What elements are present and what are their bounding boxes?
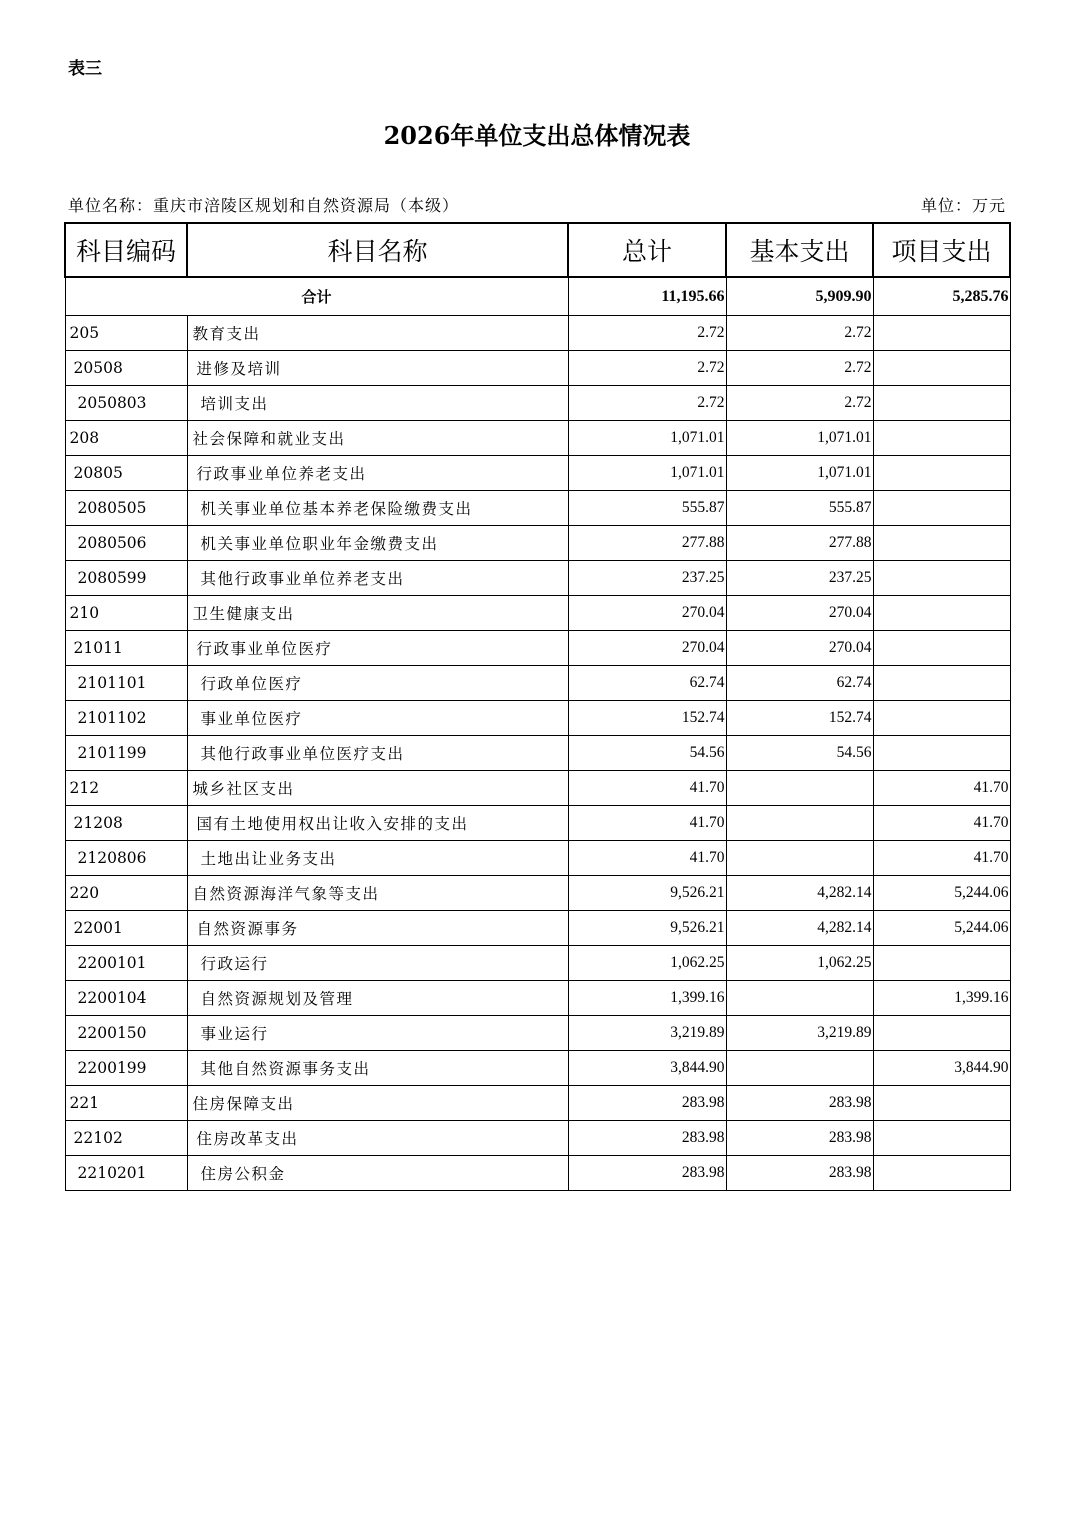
row-total: 277.88 <box>568 526 726 561</box>
row-basic <box>726 1051 873 1086</box>
row-project: 3,844.90 <box>873 1051 1010 1086</box>
row-code: 2210201 <box>65 1156 187 1191</box>
row-project <box>873 456 1010 491</box>
row-basic <box>726 981 873 1016</box>
row-code: 20508 <box>65 351 187 386</box>
row-code: 22102 <box>65 1121 187 1156</box>
row-name: 行政事业单位医疗 <box>187 631 568 666</box>
row-project <box>873 1086 1010 1121</box>
row-project <box>873 631 1010 666</box>
row-project <box>873 946 1010 981</box>
row-basic <box>726 806 873 841</box>
row-code: 21208 <box>65 806 187 841</box>
row-total: 3,219.89 <box>568 1016 726 1051</box>
row-code: 2200101 <box>65 946 187 981</box>
table-row <box>65 1156 1010 1191</box>
row-project <box>873 421 1010 456</box>
row-code: 2120806 <box>65 841 187 876</box>
row-total: 2.72 <box>568 351 726 386</box>
row-basic: 4,282.14 <box>726 876 873 911</box>
row-code: 210 <box>65 596 187 631</box>
row-code: 2080505 <box>65 491 187 526</box>
row-basic: 1,071.01 <box>726 421 873 456</box>
row-total: 1,071.01 <box>568 421 726 456</box>
row-name: 国有土地使用权出让收入安排的支出 <box>187 806 568 841</box>
row-total: 9,526.21 <box>568 911 726 946</box>
table-row <box>65 666 1010 701</box>
row-name: 其他行政事业单位医疗支出 <box>187 736 568 771</box>
row-name: 其他自然资源事务支出 <box>187 1051 568 1086</box>
row-code: 2101101 <box>65 666 187 701</box>
row-basic: 2.72 <box>726 386 873 421</box>
row-project: 5,244.06 <box>873 911 1010 946</box>
row-total: 283.98 <box>568 1156 726 1191</box>
row-project <box>873 561 1010 596</box>
row-total: 41.70 <box>568 806 726 841</box>
row-basic: 277.88 <box>726 526 873 561</box>
row-project <box>873 351 1010 386</box>
row-total: 9,526.21 <box>568 876 726 911</box>
table-row <box>65 911 1010 946</box>
row-name: 行政运行 <box>187 946 568 981</box>
column-header-basic: 基本支出 <box>726 223 873 277</box>
row-name: 事业运行 <box>187 1016 568 1051</box>
total-row <box>65 277 1010 316</box>
row-basic: 1,062.25 <box>726 946 873 981</box>
expense-table <box>64 222 1011 1191</box>
row-basic: 3,219.89 <box>726 1016 873 1051</box>
row-name: 自然资源事务 <box>187 911 568 946</box>
table-row <box>65 771 1010 806</box>
row-project: 41.70 <box>873 771 1010 806</box>
table-header-row <box>65 223 1010 277</box>
row-name: 住房公积金 <box>187 1156 568 1191</box>
table-row <box>65 946 1010 981</box>
row-name: 土地出让业务支出 <box>187 841 568 876</box>
table-row <box>65 806 1010 841</box>
column-header-total: 总计 <box>568 223 726 277</box>
table-row <box>65 526 1010 561</box>
table-row <box>65 1016 1010 1051</box>
row-project <box>873 1016 1010 1051</box>
row-name: 机关事业单位职业年金缴费支出 <box>187 526 568 561</box>
row-project: 41.70 <box>873 806 1010 841</box>
row-code: 2080506 <box>65 526 187 561</box>
row-basic: 555.87 <box>726 491 873 526</box>
row-name: 培训支出 <box>187 386 568 421</box>
row-project <box>873 316 1010 351</box>
table-row <box>65 316 1010 351</box>
row-name: 事业单位医疗 <box>187 701 568 736</box>
row-total: 283.98 <box>568 1086 726 1121</box>
total-basic: 5,909.90 <box>726 277 873 316</box>
row-name: 卫生健康支出 <box>187 596 568 631</box>
row-total: 1,071.01 <box>568 456 726 491</box>
row-name: 行政单位医疗 <box>187 666 568 701</box>
row-code: 221 <box>65 1086 187 1121</box>
table-row <box>65 561 1010 596</box>
table-row <box>65 876 1010 911</box>
row-total: 152.74 <box>568 701 726 736</box>
row-basic: 283.98 <box>726 1156 873 1191</box>
row-basic <box>726 771 873 806</box>
row-code: 20805 <box>65 456 187 491</box>
total-label: 合计 <box>65 277 568 316</box>
row-code: 22001 <box>65 911 187 946</box>
table-row <box>65 456 1010 491</box>
row-total: 41.70 <box>568 841 726 876</box>
row-code: 2101199 <box>65 736 187 771</box>
row-project <box>873 596 1010 631</box>
row-basic: 283.98 <box>726 1121 873 1156</box>
row-total: 1,062.25 <box>568 946 726 981</box>
row-code: 2200199 <box>65 1051 187 1086</box>
table-row <box>65 841 1010 876</box>
row-basic: 4,282.14 <box>726 911 873 946</box>
row-code: 208 <box>65 421 187 456</box>
row-total: 62.74 <box>568 666 726 701</box>
row-code: 212 <box>65 771 187 806</box>
row-project: 1,399.16 <box>873 981 1010 1016</box>
unit-name-label: 单位名称：重庆市涪陵区规划和自然资源局（本级） <box>68 196 460 215</box>
row-total: 270.04 <box>568 631 726 666</box>
row-total: 555.87 <box>568 491 726 526</box>
row-project <box>873 386 1010 421</box>
table-row <box>65 421 1010 456</box>
table-row <box>65 491 1010 526</box>
row-code: 2200150 <box>65 1016 187 1051</box>
row-total: 3,844.90 <box>568 1051 726 1086</box>
row-name: 教育支出 <box>187 316 568 351</box>
row-basic: 270.04 <box>726 596 873 631</box>
table-row <box>65 386 1010 421</box>
table-row <box>65 631 1010 666</box>
row-total: 41.70 <box>568 771 726 806</box>
row-project <box>873 701 1010 736</box>
table-row <box>65 1086 1010 1121</box>
row-name: 城乡社区支出 <box>187 771 568 806</box>
row-basic: 2.72 <box>726 351 873 386</box>
row-basic: 152.74 <box>726 701 873 736</box>
column-header-code: 科目编码 <box>65 223 187 277</box>
row-basic: 237.25 <box>726 561 873 596</box>
row-total: 1,399.16 <box>568 981 726 1016</box>
row-project <box>873 526 1010 561</box>
row-basic: 54.56 <box>726 736 873 771</box>
row-basic: 1,071.01 <box>726 456 873 491</box>
row-code: 205 <box>65 316 187 351</box>
currency-unit-label: 单位：万元 <box>920 196 1006 215</box>
row-name: 进修及培训 <box>187 351 568 386</box>
total-sum: 11,195.66 <box>568 277 726 316</box>
table-row <box>65 1121 1010 1156</box>
row-total: 270.04 <box>568 596 726 631</box>
row-name: 自然资源规划及管理 <box>187 981 568 1016</box>
row-total: 2.72 <box>568 386 726 421</box>
row-project <box>873 1121 1010 1156</box>
row-project <box>873 1156 1010 1191</box>
row-total: 283.98 <box>568 1121 726 1156</box>
row-code: 2101102 <box>65 701 187 736</box>
row-name: 行政事业单位养老支出 <box>187 456 568 491</box>
row-name: 自然资源海洋气象等支出 <box>187 876 568 911</box>
row-total: 54.56 <box>568 736 726 771</box>
document-title: 2026年单位支出总体情况表 <box>383 121 691 150</box>
row-name: 住房保障支出 <box>187 1086 568 1121</box>
row-project <box>873 736 1010 771</box>
table-row <box>65 351 1010 386</box>
table-row <box>65 981 1010 1016</box>
row-name: 机关事业单位基本养老保险缴费支出 <box>187 491 568 526</box>
table-row <box>65 736 1010 771</box>
total-project: 5,285.76 <box>873 277 1010 316</box>
row-code: 2200104 <box>65 981 187 1016</box>
table-row <box>65 701 1010 736</box>
row-code: 2050803 <box>65 386 187 421</box>
row-project: 41.70 <box>873 841 1010 876</box>
table-row <box>65 1051 1010 1086</box>
row-project <box>873 491 1010 526</box>
row-project: 5,244.06 <box>873 876 1010 911</box>
column-header-name: 科目名称 <box>187 223 568 277</box>
row-project <box>873 666 1010 701</box>
table-number-label: 表三 <box>68 59 102 79</box>
row-basic: 270.04 <box>726 631 873 666</box>
row-name: 其他行政事业单位养老支出 <box>187 561 568 596</box>
row-name: 社会保障和就业支出 <box>187 421 568 456</box>
row-code: 220 <box>65 876 187 911</box>
table-row <box>65 596 1010 631</box>
row-name: 住房改革支出 <box>187 1121 568 1156</box>
row-total: 2.72 <box>568 316 726 351</box>
row-basic <box>726 841 873 876</box>
row-basic: 2.72 <box>726 316 873 351</box>
row-basic: 62.74 <box>726 666 873 701</box>
row-code: 2080599 <box>65 561 187 596</box>
column-header-project: 项目支出 <box>873 223 1010 277</box>
row-total: 237.25 <box>568 561 726 596</box>
row-code: 21011 <box>65 631 187 666</box>
row-basic: 283.98 <box>726 1086 873 1121</box>
